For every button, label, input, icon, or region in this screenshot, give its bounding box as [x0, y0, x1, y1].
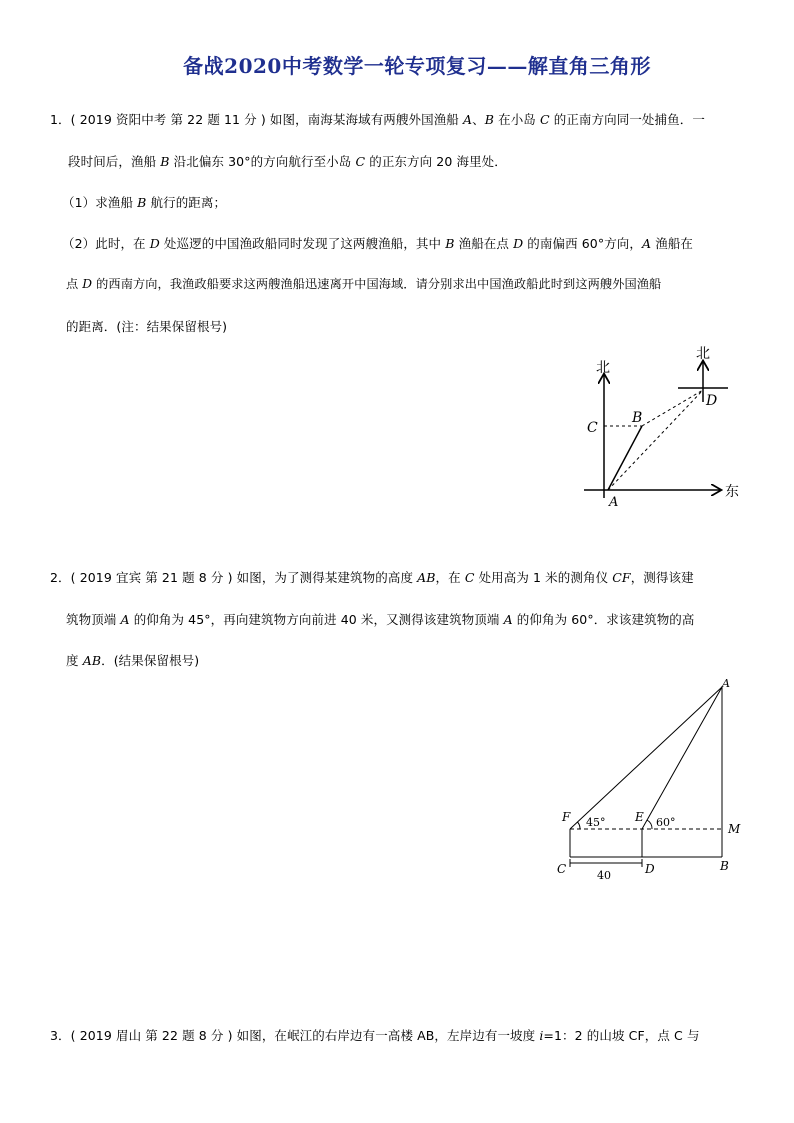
q1-line-3: （1）求渔船 B 航行的距离；	[62, 195, 227, 210]
q1-label-north-d: 北	[696, 346, 710, 362]
q2-segment-ea	[642, 687, 722, 829]
q1-label-a: A	[609, 495, 619, 510]
q1-segment-ab	[608, 426, 642, 490]
q1-label-c: C	[587, 420, 598, 436]
q2-figure	[550, 675, 760, 890]
q1-line-6: 的距离．(注：结果保留根号)	[66, 319, 228, 334]
q1-label-east: 东	[725, 484, 739, 500]
q2-label-e: E	[635, 810, 644, 824]
q1-label-north-a: 北	[596, 360, 610, 376]
q2-label-b: B	[720, 859, 729, 873]
q2-line-2: 筑物顶端 A 的仰角为 45°，再向建筑物方向前进 40 米，又测得该建筑物顶端 A 的仰角为 60°．求该建筑物的高	[66, 612, 695, 627]
q1-label-d: D	[706, 393, 718, 409]
q2-label-m: M	[728, 822, 741, 836]
q2-label-f: F	[562, 810, 571, 824]
q1-line-1: 1．( 2019 资阳中考 第 22 题 11 分 ) 如图，南海某海域有两艘外国渔船 A、B 在小岛 C 的正南方向同一处捕鱼．一	[50, 112, 705, 127]
q2-angle-45-arc	[578, 822, 581, 829]
q1-figure	[570, 340, 760, 515]
q1-line-2: 段时间后，渔船 B 沿北偏东 30°的方向航行至小岛 C 的正东方向 20 海里处．	[68, 154, 507, 169]
q1-label-b: B	[632, 410, 643, 426]
q1-line-4: （2）此时，在 D 处巡逻的中国渔政船同时发现了这两艘渔船，其中 B 渔船在点 D 的南偏西 60°方向，A 渔船在	[62, 236, 694, 251]
q2-label-angle45: 45°	[586, 816, 606, 829]
q2-angle-60-arc	[647, 820, 652, 829]
q3-line-1: 3．( 2019 眉山 第 22 题 8 分 ) 如图，在岷江的右岸边有一高楼 AB，左岸边有一坡度 i=1：2 的山坡 CF，点 C 与	[50, 1028, 700, 1043]
q1-segment-bd	[642, 390, 703, 426]
q2-label-angle60: 60°	[656, 816, 676, 829]
q2-label-a: A	[722, 677, 730, 690]
q2-line-3: 度 AB．(结果保留根号)	[66, 653, 200, 668]
q2-line-1: 2．( 2019 宜宾 第 21 题 8 分 ) 如图，为了测得某建筑物的高度 AB，在 C 处用高为 1 米的测角仪 CF，测得该建	[50, 570, 694, 585]
q2-segment-fa	[570, 687, 722, 829]
q2-label-c: C	[557, 862, 567, 876]
q1-segment-ad	[608, 390, 703, 490]
q2-label-d: D	[645, 862, 655, 876]
q2-label-dist: 40	[597, 869, 611, 882]
page-title: 备战2020中考数学一轮专项复习——解直角三角形	[183, 54, 651, 78]
q1-line-5: 点 D 的西南方向，我渔政船要求这两艘渔船迅速离开中国海域．请分别求出中国渔政船此时到这两艘外国渔船	[66, 277, 662, 291]
